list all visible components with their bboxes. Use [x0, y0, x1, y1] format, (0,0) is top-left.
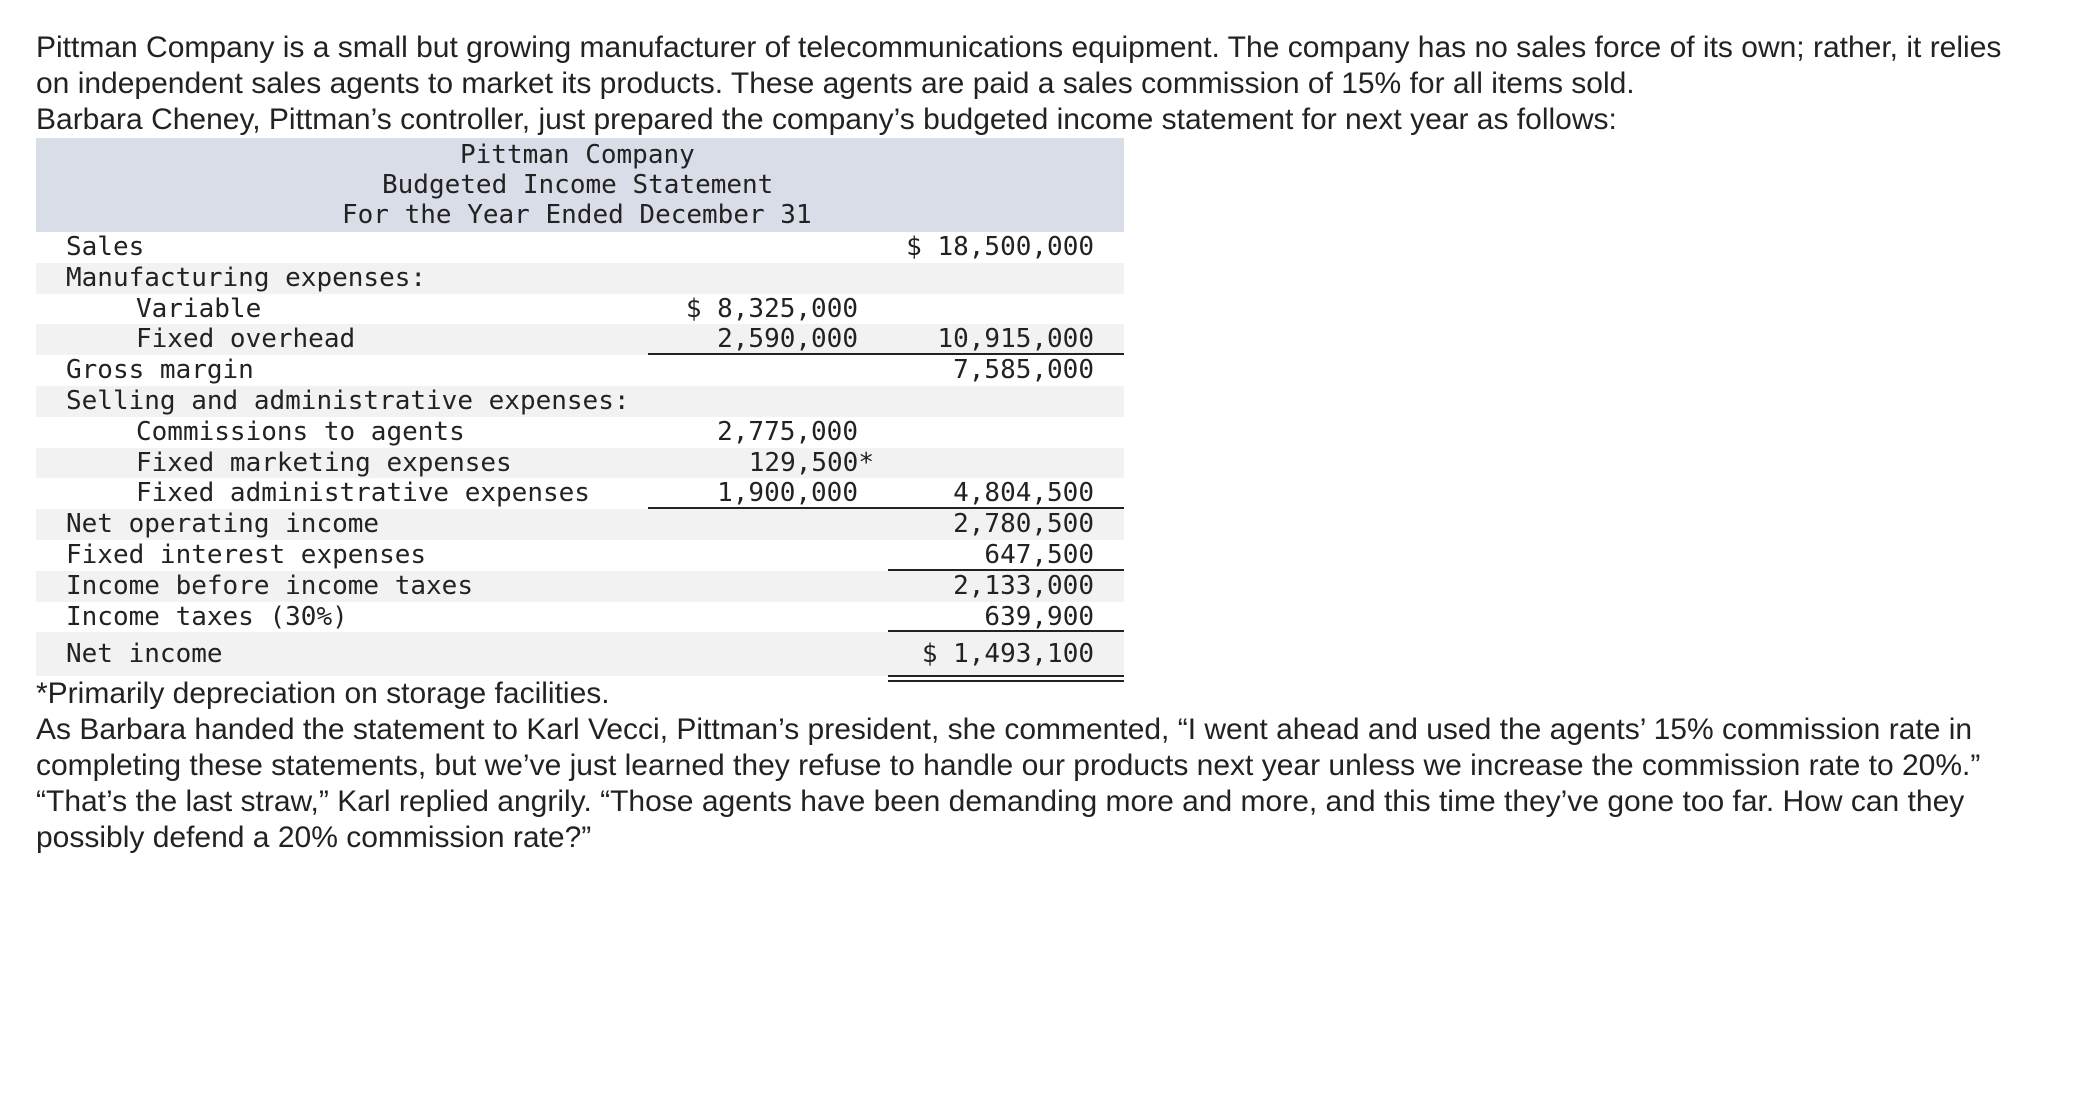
row-fixed-overhead — [36, 324, 1124, 355]
row-label: Sales — [66, 232, 145, 262]
row-total: 10,915,000 — [937, 324, 1094, 355]
row-gross-margin — [36, 355, 1124, 386]
row-manufacturing-expenses — [36, 263, 1124, 294]
controller-paragraph: Barbara Cheney, Pittman’s controller, just prepared the company’s budgeted income statement for next year as follows: — [36, 103, 1617, 136]
row-label: Income before income taxes — [66, 570, 473, 601]
row-sales — [36, 232, 1124, 263]
row-amount: 2,590,000 — [717, 324, 858, 355]
karl-reply-paragraph: “That’s the last straw,” Karl replied angrily. “Those agents have been demanding more and more, and this time they’ve gone too far. How can they possibly defend a 20% commission rate?” — [36, 785, 1965, 855]
row-total: 4,804,500 — [953, 478, 1094, 509]
statement-title: Budgeted Income Statement — [382, 170, 774, 200]
row-total: $ 18,500,000 — [906, 232, 1094, 262]
row-income-before-taxes — [36, 571, 1124, 602]
row-fixed-marketing — [36, 448, 1124, 479]
statement-header — [36, 138, 1124, 232]
row-net-operating-income — [36, 509, 1124, 540]
row-label: Variable — [136, 293, 262, 324]
row-fixed-administrative — [36, 478, 1124, 509]
statement-period: For the Year Ended December 31 — [342, 200, 812, 230]
row-label: Manufacturing expenses: — [66, 262, 427, 293]
row-label: Selling and administrative expenses: — [66, 385, 630, 416]
row-label: Income taxes (30%) — [66, 601, 348, 632]
row-label: Gross margin — [66, 355, 254, 386]
row-commissions — [36, 417, 1124, 448]
row-total: 2,133,000 — [953, 570, 1094, 601]
row-label: Net operating income — [66, 509, 380, 540]
row-total: 639,900 — [984, 601, 1094, 632]
row-total: 7,585,000 — [953, 355, 1094, 386]
row-selling-admin-expenses — [36, 386, 1124, 417]
row-total: 2,780,500 — [953, 509, 1094, 540]
row-amount: 129,500* — [748, 447, 874, 478]
row-amount: 1,900,000 — [717, 478, 858, 509]
income-statement-table — [36, 138, 1124, 676]
intro-paragraph: Pittman Company is a small but growing manufacturer of telecommunications equipment. The company has no sales force of its own; rather, it relies on independent sales agents to market its products. These agents are paid a sales commission of 15% for all items sold. — [36, 31, 2002, 100]
row-label: Fixed overhead — [136, 324, 356, 355]
statement-company: Pittman Company — [460, 140, 695, 170]
row-label: Net income — [66, 639, 223, 670]
barbara-comment-paragraph: As Barbara handed the statement to Karl Vecci, Pittman’s president, she commented, “I went ahead and used the agents’ 15% commission rate in completing these statements, but we’ve just learned they refuse to handle our products next year unless we increase the commission rate to 20%.” — [36, 713, 1981, 783]
page-content — [36, 30, 2036, 856]
row-fixed-interest — [36, 540, 1124, 571]
row-net-income — [36, 632, 1124, 676]
row-total: 647,500 — [984, 539, 1094, 570]
row-label: Fixed marketing expenses — [136, 447, 512, 478]
row-total: $ 1,493,100 — [921, 639, 1094, 670]
row-label: Fixed administrative expenses — [136, 478, 590, 509]
row-amount: $ 8,325,000 — [685, 293, 858, 324]
row-label: Commissions to agents — [136, 416, 465, 447]
row-amount: 2,775,000 — [717, 416, 858, 447]
row-income-taxes — [36, 602, 1124, 633]
row-variable — [36, 294, 1124, 325]
row-label: Fixed interest expenses — [66, 539, 427, 570]
footnote: *Primarily depreciation on storage facilities. — [36, 677, 610, 711]
double-underline — [888, 675, 1124, 682]
